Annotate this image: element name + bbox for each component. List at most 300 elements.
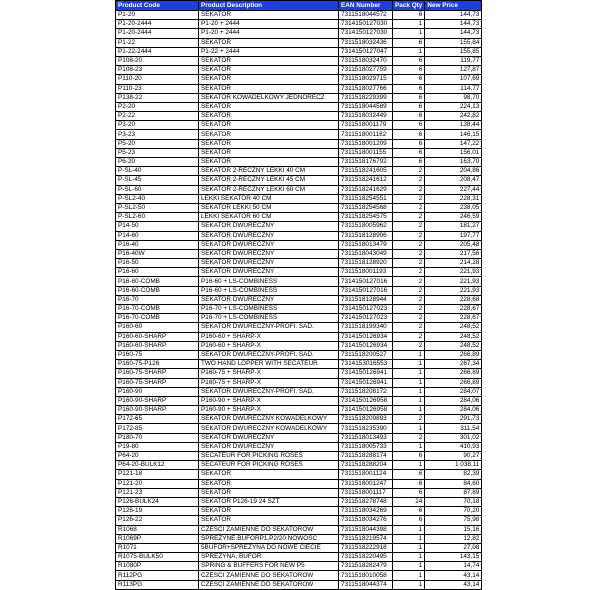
new-price-cell: 266,89	[425, 350, 482, 359]
product-code-cell: P-SL-40	[116, 167, 199, 176]
new-price-cell: 205,48	[425, 240, 482, 249]
new-price-cell: 284,06	[425, 396, 482, 405]
product-description-cell: P160-60 + SHARP-X	[199, 341, 339, 350]
product-code-cell: P2-20	[116, 102, 199, 111]
new-price-cell: 70,18	[425, 497, 482, 506]
product-description-cell: SEKATOR	[199, 507, 339, 516]
new-price-cell: 284,07	[425, 387, 482, 396]
product-code-cell: P172-65	[116, 415, 199, 424]
pack-qty-cell: 6	[393, 56, 425, 65]
pack-qty-cell: 6	[393, 470, 425, 479]
product-description-cell: SEKATOR	[199, 139, 339, 148]
product-description-cell: P1-22 + 2444	[199, 47, 339, 56]
new-price-cell: 284,06	[425, 406, 482, 415]
product-description-cell: SEKATOR DWURECZNY	[199, 231, 339, 240]
new-price-cell: 246,59	[425, 213, 482, 222]
pack-qty-cell: 6	[393, 11, 425, 20]
new-price-cell: 144,73	[425, 29, 482, 38]
table-row	[116, 47, 482, 56]
product-description-cell: SEKATOR	[199, 516, 339, 525]
header-row	[116, 1, 482, 11]
pack-qty-cell: 1	[393, 29, 425, 38]
table-row	[116, 341, 482, 350]
ean-number-cell: 7311518013479	[339, 240, 393, 249]
table-row	[116, 93, 482, 102]
ean-number-cell: 7311518128906	[339, 231, 393, 240]
pack-qty-cell: 2	[393, 295, 425, 304]
new-price-cell: 75,98	[425, 516, 482, 525]
new-price-cell: 43,14	[425, 571, 482, 580]
product-code-cell: P110-23	[116, 84, 199, 93]
pack-qty-cell: 2	[393, 314, 425, 323]
product-code-cell: P180-70	[116, 433, 199, 442]
table-row	[116, 525, 482, 534]
new-price-cell: 228,67	[425, 314, 482, 323]
product-code-cell: P14-50	[116, 222, 199, 231]
ean-number-cell: 7314150127023	[339, 305, 393, 314]
pack-qty-cell: 6	[393, 488, 425, 497]
new-price-cell: 155,85	[425, 47, 482, 56]
product-code-cell: R1068	[116, 525, 199, 534]
product-code-cell: P-SL2-60	[116, 213, 199, 222]
product-code-cell: P160-60-SHARP	[116, 332, 199, 341]
ean-number-cell: 7311518219574	[339, 534, 393, 543]
ean-number-cell: 7311518278748	[339, 497, 393, 506]
table-row	[116, 488, 482, 497]
table-row	[116, 130, 482, 139]
pack-qty-cell: 24	[393, 497, 425, 506]
ean-number-cell: 7314153016553	[339, 360, 393, 369]
product-description-cell: SEKATOR KOWADELKOWY JEDNORECZ	[199, 93, 339, 102]
pack-qty-cell: 2	[393, 167, 425, 176]
product-description-cell: P1-20 + 2444	[199, 29, 339, 38]
product-code-cell: P160-90	[116, 387, 199, 396]
pack-qty-cell: 2	[393, 176, 425, 185]
table-row	[116, 314, 482, 323]
product-description-cell: SEKATOR DWURECZNY	[199, 249, 339, 258]
pack-qty-cell: 6	[393, 102, 425, 111]
ean-number-cell: 7311518208172	[339, 387, 393, 396]
table-row	[116, 56, 482, 65]
table-row	[116, 378, 482, 387]
product-code-cell: P160-75-SHARP	[116, 378, 199, 387]
table-row	[116, 249, 482, 258]
table-row	[116, 424, 482, 433]
product-code-cell: P16-40W	[116, 249, 199, 258]
table-row	[116, 332, 482, 341]
pack-qty-cell: 2	[393, 249, 425, 258]
ean-number-cell: 7311518254551	[339, 194, 393, 203]
pack-qty-cell: 2	[393, 240, 425, 249]
new-price-cell: 410,93	[425, 442, 482, 451]
product-code-cell: P160-75-SHARP	[116, 369, 199, 378]
new-price-cell: 146,15	[425, 130, 482, 139]
pack-qty-cell: 6	[393, 66, 425, 75]
new-price-cell: 70,20	[425, 507, 482, 516]
pack-qty-cell: 2	[393, 286, 425, 295]
header-pack-qty: Pack Qty	[393, 1, 425, 11]
product-description-cell: SEKATOR DWURECZNY-PROFI. SAD.	[199, 323, 339, 332]
table-row	[116, 66, 482, 75]
table-row	[116, 148, 482, 157]
ean-number-cell: 7311518235390	[339, 424, 393, 433]
product-description-cell: P160-60 + SHARP-X	[199, 332, 339, 341]
new-price-cell: 138,44	[425, 121, 482, 130]
ean-number-cell: 7311518199340	[339, 323, 393, 332]
new-price-cell: 181,27	[425, 222, 482, 231]
table-row	[116, 571, 482, 580]
new-price-cell: 143,15	[425, 553, 482, 562]
product-code-cell: P19-80	[116, 442, 199, 451]
pack-qty-cell: 1	[393, 350, 425, 359]
product-code-cell: P1-20-2444	[116, 29, 199, 38]
new-price-cell: 248,52	[425, 341, 482, 350]
table-row	[116, 213, 482, 222]
product-description-cell: SECATEUR FOR PICKING ROSES	[199, 461, 339, 470]
product-description-cell: SEKATOR	[199, 488, 339, 497]
ean-number-cell: 7311518254568	[339, 203, 393, 212]
product-code-cell: P160-60-SHARP	[116, 341, 199, 350]
pack-qty-cell: 1	[393, 360, 425, 369]
ean-number-cell: 7311518001193	[339, 268, 393, 277]
ean-number-cell: 7311518034276	[339, 516, 393, 525]
product-description-cell: SEKATOR LEKKI 50 CM	[199, 203, 339, 212]
new-price-cell: 291,73	[425, 415, 482, 424]
ean-number-cell: 7311518044572	[339, 11, 393, 20]
new-price-cell: 227,44	[425, 185, 482, 194]
pack-qty-cell: 1	[393, 553, 425, 562]
product-description-cell: SEKATOR DWURECZNY	[199, 222, 339, 231]
table-row	[116, 102, 482, 111]
ean-number-cell: 7314150127030	[339, 20, 393, 29]
ean-number-cell: 7314150127030	[339, 29, 393, 38]
new-price-cell: 12,82	[425, 534, 482, 543]
product-code-cell: P-SL2-50	[116, 203, 199, 212]
pack-qty-cell: 6	[393, 507, 425, 516]
pack-qty-cell: 1	[393, 534, 425, 543]
product-price-sheet	[115, 0, 482, 590]
product-code-cell: P108-23	[116, 66, 199, 75]
product-description-cell: SEKATOR	[199, 38, 339, 47]
ean-number-cell: 7311518001124	[339, 470, 393, 479]
new-price-cell: 228,68	[425, 295, 482, 304]
new-price-cell: 217,56	[425, 249, 482, 258]
product-description-cell: P160-90 + SHARP-X	[199, 396, 339, 405]
product-code-cell: P3-20	[116, 121, 199, 130]
pack-qty-cell: 6	[393, 84, 425, 93]
new-price-cell: 163,70	[425, 158, 482, 167]
pack-qty-cell: 6	[393, 479, 425, 488]
ean-number-cell: 7314150127016	[339, 277, 393, 286]
ean-number-cell: 7314150126941	[339, 369, 393, 378]
pack-qty-cell: 2	[393, 415, 425, 424]
table-row	[116, 277, 482, 286]
product-description-cell: SEKATOR	[199, 66, 339, 75]
pack-qty-cell: 2	[393, 305, 425, 314]
ean-number-cell: 7311518001179	[339, 121, 393, 130]
product-description-cell: SEKATOR DWURECZNY	[199, 295, 339, 304]
table-row	[116, 470, 482, 479]
product-description-cell: SEKATOR	[199, 75, 339, 84]
product-description-cell: LEKKI SEKATOR 60 CM	[199, 213, 339, 222]
pack-qty-cell: 2	[393, 194, 425, 203]
pack-qty-cell: 6	[393, 148, 425, 157]
pack-qty-cell: 6	[393, 130, 425, 139]
product-code-cell: P121-23	[116, 488, 199, 497]
ean-number-cell: 7311518241605	[339, 167, 393, 176]
product-description-cell: SEKATOR DWURECZNY-PROFI. SAD.	[199, 350, 339, 359]
ean-number-cell: 7311518010058	[339, 571, 393, 580]
ean-number-cell: 7314150127047	[339, 47, 393, 56]
table-row	[116, 369, 482, 378]
product-description-cell: SEKATOR DWURECZNY KOWADELKOWY	[199, 424, 339, 433]
table-row	[116, 222, 482, 231]
ean-number-cell: 7311518001247	[339, 479, 393, 488]
product-code-cell: P16-70	[116, 295, 199, 304]
new-price-cell: 301,02	[425, 433, 482, 442]
product-code-cell: P16-60	[116, 268, 199, 277]
new-price-cell: 248,52	[425, 323, 482, 332]
ean-number-cell: 7311518001162	[339, 130, 393, 139]
table-row	[116, 231, 482, 240]
pack-qty-cell: 6	[393, 516, 425, 525]
table-row	[116, 580, 482, 589]
product-description-cell: SEKATOR DWURECZNY-PROFI. SAD.	[199, 387, 339, 396]
product-code-cell: P160-75-P126	[116, 360, 199, 369]
ean-number-cell: 7311518005962	[339, 222, 393, 231]
ean-number-cell: 7314150126958	[339, 396, 393, 405]
product-description-cell: SEKATOR	[199, 121, 339, 130]
product-code-cell: P1-22-2444	[116, 47, 199, 56]
product-code-cell: P14-60	[116, 231, 199, 240]
ean-number-cell: 7311518282479	[339, 562, 393, 571]
ean-number-cell: 7314150126958	[339, 406, 393, 415]
product-code-cell: P-SL2-40	[116, 194, 199, 203]
new-price-cell: 156,01	[425, 148, 482, 157]
product-description-cell: SEKATOR	[199, 158, 339, 167]
product-description-cell: LEKKI SEKATOR 40 CM	[199, 194, 339, 203]
pack-qty-cell: 2	[393, 268, 425, 277]
new-price-cell: 266,89	[425, 369, 482, 378]
product-code-cell: P121-18	[116, 470, 199, 479]
ean-number-cell: 7311518013493	[339, 433, 393, 442]
table-row	[116, 415, 482, 424]
product-description-cell: SEKATOR DWURECZNY	[199, 268, 339, 277]
product-description-cell: SPREZYNE.BUFORP1,P2/20 NOWOSC	[199, 534, 339, 543]
pack-qty-cell: 2	[393, 213, 425, 222]
new-price-cell: 119,77	[425, 56, 482, 65]
ean-number-cell: 7311518034269	[339, 507, 393, 516]
product-code-cell: P1-20	[116, 11, 199, 20]
ean-number-cell: 7311518128920	[339, 259, 393, 268]
product-code-cell: R1080P	[116, 562, 199, 571]
table-row	[116, 139, 482, 148]
pack-qty-cell: 2	[393, 332, 425, 341]
pack-qty-cell: 2	[393, 231, 425, 240]
product-description-cell: P16-60 + LS-COMBINESS	[199, 286, 339, 295]
table-row	[116, 38, 482, 47]
new-price-cell: 208,47	[425, 176, 482, 185]
product-description-cell: SEKATOR DWURECZNY KOWADELKOWY	[199, 415, 339, 424]
table-row	[116, 121, 482, 130]
pack-qty-cell: 1	[393, 424, 425, 433]
table-row	[116, 268, 482, 277]
new-price-cell: 228,67	[425, 305, 482, 314]
product-code-cell: P126-22	[116, 516, 199, 525]
table-row	[116, 259, 482, 268]
pack-qty-cell: 1	[393, 369, 425, 378]
product-description-cell: SEKATOR	[199, 102, 339, 111]
new-price-cell: 87,89	[425, 488, 482, 497]
product-code-cell: R1075-BULK50	[116, 553, 199, 562]
ean-number-cell: 7314150126934	[339, 332, 393, 341]
product-code-cell: P64-20-BULK12	[116, 461, 199, 470]
pack-qty-cell: 6	[393, 139, 425, 148]
product-code-cell: R1071	[116, 543, 199, 552]
table-row	[116, 176, 482, 185]
product-description-cell: SEKATOR 2-RECZNY LEKKI 45 CM	[199, 176, 339, 185]
pack-qty-cell: 1	[393, 47, 425, 56]
new-price-cell: 228,31	[425, 194, 482, 203]
new-price-cell: 221,93	[425, 286, 482, 295]
pack-qty-cell: 1	[393, 20, 425, 29]
product-description-cell: CZESCI ZAMIENNE DO SEKATOROW	[199, 525, 339, 534]
pack-qty-cell: 1	[393, 442, 425, 451]
ean-number-cell: 7311518027759	[339, 66, 393, 75]
new-price-cell: 114,77	[425, 84, 482, 93]
pack-qty-cell: 1	[393, 580, 425, 589]
table-row	[116, 562, 482, 571]
table-row	[116, 203, 482, 212]
new-price-cell: 214,28	[425, 259, 482, 268]
new-price-cell: 147,22	[425, 139, 482, 148]
pack-qty-cell: 1	[393, 461, 425, 470]
ean-number-cell: 7314150127023	[339, 314, 393, 323]
new-price-cell: 248,52	[425, 332, 482, 341]
new-price-cell: 204,86	[425, 167, 482, 176]
pack-qty-cell: 6	[393, 38, 425, 47]
ean-number-cell: 7311518001117	[339, 488, 393, 497]
ean-number-cell: 7311518032470	[339, 56, 393, 65]
table-row	[116, 396, 482, 405]
product-code-cell: P5-20	[116, 139, 199, 148]
new-price-cell: 311,54	[425, 424, 482, 433]
new-price-cell: 1 038,11	[425, 461, 482, 470]
table-row	[116, 295, 482, 304]
table-row	[116, 75, 482, 84]
product-code-cell: P108-20	[116, 56, 199, 65]
new-price-cell: 238,05	[425, 203, 482, 212]
new-price-cell: 267,34	[425, 360, 482, 369]
new-price-cell: 90,27	[425, 452, 482, 461]
pack-qty-cell: 1	[393, 406, 425, 415]
product-description-cell: SEKATOR	[199, 56, 339, 65]
product-description-cell: SEKATOR DWURECZNY	[199, 442, 339, 451]
product-code-cell: P126-19	[116, 507, 199, 516]
table-row	[116, 433, 482, 442]
ean-number-cell: 7311518200527	[339, 350, 393, 359]
ean-number-cell: 7311518005733	[339, 442, 393, 451]
product-description-cell: P16-60 + LS-COMBINESS	[199, 277, 339, 286]
product-code-cell: R112PG	[116, 571, 199, 580]
table-body	[116, 11, 482, 590]
product-code-cell: P16-70-COMB	[116, 314, 199, 323]
new-price-cell: 224,13	[425, 102, 482, 111]
table-row	[116, 323, 482, 332]
product-description-cell: P16-70 + LS-COMBINESS	[199, 305, 339, 314]
product-code-cell: P1-22	[116, 38, 199, 47]
table-row	[116, 461, 482, 470]
product-description-cell: SECATEUR FOR PICKING ROSES	[199, 452, 339, 461]
table-row	[116, 305, 482, 314]
header-ean-number: EAN Number	[339, 1, 393, 11]
product-description-cell: SEKATOR	[199, 479, 339, 488]
product-code-cell: P138-22	[116, 93, 199, 102]
pack-qty-cell: 6	[393, 112, 425, 121]
new-price-cell: 144,73	[425, 11, 482, 20]
new-price-cell: 27,08	[425, 543, 482, 552]
header-new-price: New Price	[425, 1, 482, 11]
product-code-cell: P1-20-2444	[116, 20, 199, 29]
new-price-cell: 127,87	[425, 66, 482, 75]
product-code-cell: P16-60-COMB	[116, 286, 199, 295]
pack-qty-cell: 6	[393, 158, 425, 167]
new-price-cell: 98,70	[425, 93, 482, 102]
pack-qty-cell: 1	[393, 396, 425, 405]
table-row	[116, 84, 482, 93]
pack-qty-cell: 1	[393, 543, 425, 552]
pack-qty-cell: 1	[393, 571, 425, 580]
pack-qty-cell: 1	[393, 378, 425, 387]
ean-number-cell: 7311518128944	[339, 295, 393, 304]
new-price-cell: 14,74	[425, 562, 482, 571]
table-row	[116, 452, 482, 461]
product-description-cell: P160-75 + SHARP-X	[199, 369, 339, 378]
ean-number-cell: 7311518241612	[339, 176, 393, 185]
table-row	[116, 516, 482, 525]
product-code-cell: P160-90-SHARP	[116, 396, 199, 405]
new-price-cell: 155,84	[425, 38, 482, 47]
ean-number-cell: 7311518027766	[339, 84, 393, 93]
new-price-cell: 84,60	[425, 479, 482, 488]
table-row	[116, 286, 482, 295]
ean-number-cell: 7311518044398	[339, 525, 393, 534]
product-code-cell: P16-50	[116, 259, 199, 268]
pack-qty-cell: 1	[393, 562, 425, 571]
table-row	[116, 167, 482, 176]
ean-number-cell: 7311518229399	[339, 93, 393, 102]
new-price-cell: 221,93	[425, 268, 482, 277]
pack-qty-cell: 2	[393, 259, 425, 268]
product-code-cell: P160-60	[116, 323, 199, 332]
product-description-cell: SPREZYNA, BUFOR	[199, 553, 339, 562]
new-price-cell: 15,16	[425, 525, 482, 534]
product-code-cell: P16-60-COMB	[116, 277, 199, 286]
ean-number-cell: 7311518001209	[339, 139, 393, 148]
table-row	[116, 240, 482, 249]
product-code-cell: P121-20	[116, 479, 199, 488]
table-row	[116, 497, 482, 506]
table-row	[116, 350, 482, 359]
ean-number-cell: 7311518288204	[339, 461, 393, 470]
pack-qty-cell: 6	[393, 121, 425, 130]
table-row	[116, 442, 482, 451]
new-price-cell: 242,82	[425, 112, 482, 121]
new-price-cell: 197,77	[425, 231, 482, 240]
new-price-cell: 82,39	[425, 470, 482, 479]
table-row	[116, 112, 482, 121]
ean-number-cell: 7311518220495	[339, 553, 393, 562]
